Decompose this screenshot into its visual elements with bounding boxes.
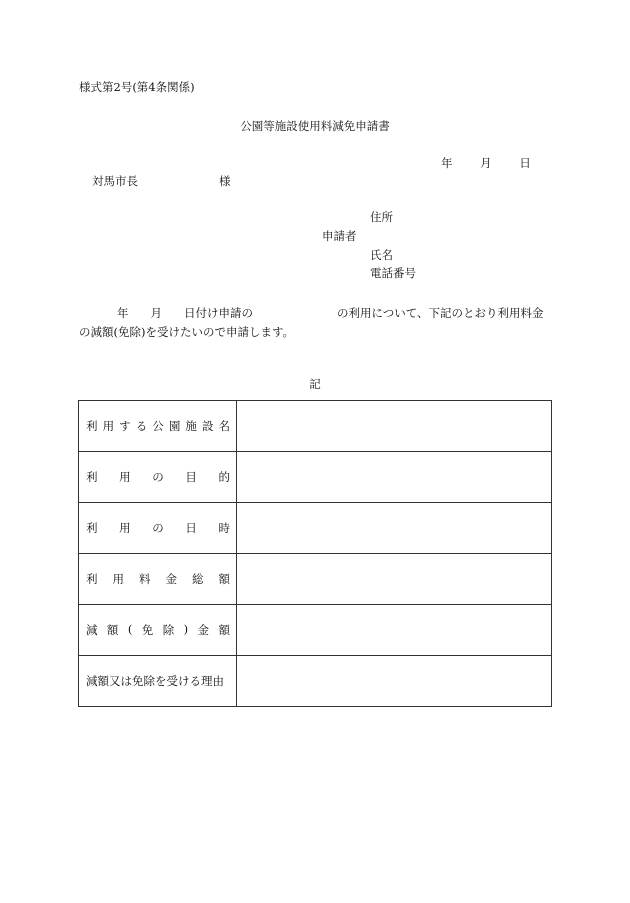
row-label: 減額又は免除を受ける理由 [86,674,224,688]
row-value-cell[interactable] [237,656,552,707]
row-label: 減 額 ( 免 除 ) 金 額 [86,622,230,637]
table-row [79,554,552,605]
request-body-line2: の減額(免除)を受けたいので申請します。 [79,325,295,339]
phone-label: 電話番号 [370,266,416,280]
request-body [79,304,554,342]
row-label: 利 用 料 金 総 額 [86,572,230,586]
row-label-cell [79,503,237,554]
table-row [79,503,552,554]
table-row [79,656,552,707]
row-value-cell[interactable] [237,452,552,503]
addressee-name: 対馬市長 [92,174,138,188]
body-date-applied: 日付け申請の [184,306,253,320]
row-label: 利 用 の 目 的 [86,470,230,484]
date-line [441,158,531,170]
applicant-label: 申請者 [322,229,357,243]
row-label-cell [79,554,237,605]
name-label: 氏名 [370,248,393,262]
row-value-cell[interactable] [237,554,552,605]
addressee-honorific: 様 [219,174,231,188]
row-value-cell[interactable] [237,401,552,452]
table-row [79,605,552,656]
date-day: 日 [519,156,531,170]
row-value-cell[interactable] [237,503,552,554]
row-label-cell [79,656,237,707]
date-month: 月 [480,156,492,170]
row-value-cell[interactable] [237,605,552,656]
record-table [78,400,552,707]
body-year: 年 [117,306,129,320]
row-label: 利 用 の 日 時 [86,521,230,535]
body-month: 月 [150,306,162,320]
form-number: 様式第2号(第4条関係) [79,80,195,94]
date-year: 年 [441,156,453,170]
request-body-line1 [79,304,554,323]
row-label: 利 用 す る 公 園 施 設 名 [86,419,230,433]
row-label-cell [79,452,237,503]
address-label: 住所 [370,210,393,224]
document-title: 公園等施設使用料減免申請書 [240,119,390,133]
row-label-cell [79,605,237,656]
row-label-cell [79,401,237,452]
body-usage-text: の利用について、下記のとおり利用料金 [337,306,544,320]
ki-heading: 記 [309,377,321,391]
table-row [79,452,552,503]
table-row [79,401,552,452]
